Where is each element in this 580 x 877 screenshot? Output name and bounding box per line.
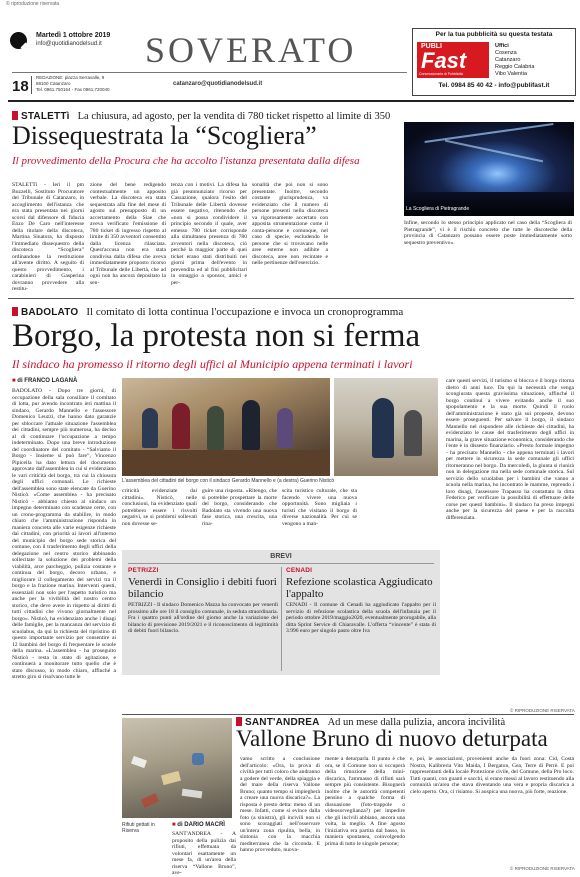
- story-subhead: Il sindaco ha promesso il ritorno degli uffici al Municipio appena terminati i lavori: [12, 357, 413, 371]
- photo-person: [242, 400, 260, 450]
- photo-caption: Rifiuti gettati in Riserva: [122, 822, 155, 834]
- brevi-divider: [281, 567, 282, 671]
- page-number: 18: [12, 78, 29, 95]
- section-email[interactable]: catanzaro@quotidianodelsud.it: [173, 81, 263, 87]
- brief-text: PETRIZZI - Il sindaco Domenico Mazza ha convocato per venerdì prossimo alle ore 18 il consiglio comunale, in seduta straordinaria. Fra i quattro punti all'ordine del giorno anche la variazione del bilancio di previsione 2019/2021 e il riconoscimento di legittimità di debiti fuori bilancio.: [128, 602, 278, 634]
- kicker-text: La chiusura, ad agosto, per la vendita di 780 ticket rispetto al limite di 350: [77, 111, 391, 122]
- brief-kicker: PETRIZZI: [128, 567, 159, 574]
- masthead-bottom-rule: [8, 100, 574, 102]
- byline-text: di DARIO MACRÌ: [177, 822, 225, 828]
- story-headline: Borgo, la protesta non si ferma: [12, 318, 421, 354]
- kicker-location: SANT'ANDREA: [245, 717, 320, 728]
- assembly-photo-left: [122, 378, 330, 476]
- photo-person: [277, 408, 293, 448]
- story-byline: [172, 822, 225, 828]
- photo-caption: La Scogliera di Pietragrande: [406, 206, 470, 212]
- story-subhead: Il provvedimento della Procura che ha accolto l'istanza presentata dalla difesa: [12, 155, 360, 167]
- story-column: vamo scritto a conclusione dell'articolo: «Ora, la prova di civiltà per tutti coloro che andranno a godere del verde, della spiaggia e del mare della riserva Vallone Bruno; quanto tempo si impiegherà a creare una nuova discarica?». La risposta è presto detta: meno di un mese. Infatti, come si evince dalla foto (a sinistra), gli incivili non si sono scoraggiati nell'osservare un'intera zona ripulita, bella, in sintonia con la macchia mediterranea che la circonda. E hanno provveduto, nuova-: [240, 756, 320, 853]
- photo-person: [372, 398, 394, 458]
- copyright-line: © RIPRODUZIONE RISERVATA: [510, 708, 575, 713]
- masthead-email[interactable]: info@quotidianodelsud.it: [36, 41, 102, 47]
- ad-brand-big: Fast: [421, 48, 467, 73]
- page-number-divider: [31, 76, 32, 94]
- byline-marker: ■: [12, 378, 16, 384]
- redazione-address: REDAZIONE: piazza Serravalle, 9: [36, 75, 105, 80]
- ad-brand-sub: Concessionaria di Pubblicità: [419, 72, 463, 76]
- story-column: BADOLATO - Dopo tre giorni, di occupazione della sala consiliare il comitato di lotta, pur avendo incontrato ieri mattina il sindaco, Gerardo Mannello e l'assessore Domenico Leuzzi, che hanno dato garanzie per sbloccare l'attuale situazione l'assemblea dei cittadini, sempre più numerosa, ha deciso al di continuare l'occupazione a tempo indeterminato. Dopo una breve introduzione del coordinatore del comitato - “Salviamo il Borgo - Insieme si può fare”, Vincenzo Pipicella ha dato lettura del documento approvato dall'assemblea in cui si evidenziano le vari criticità del borgo, tra cui la chiusura degli uffici comunali. Le richieste dell'assemblea sono state elencate da Guerino Nisticò. «Come assemblea - ha precisato Nisticò - abbiamo chiesto al sindaco un impegno determinato con scadenze certe, con un crono-programma da stabilire, in modo chiaro che l'amministrazione risponda in maniera concreta alle varie esigenze richieste dai cittadini, con priorità ai lavori all'interno del municipio del borgo sede storica del comune, con il trasferimento degli uffici della delegazione nel centro storico abbinando sollecitate la soluzione dei problemi della viabilità, arce parcheggio, pulizia costante e continua del borgo, decoro urbano, e migliorare il collegamento dei servizi tra il borgo e la frazione marina. Interventi questi, essenziali non solo per l'aspetto turistico ma anche per la vivibilità del nostro centro storico, che deve avere in rispetto ai diritti di tutti cittadini che vivono giornalmente nel borgo». Nisticò, ha evidenziato anche i disagi delle famiglie, per la mancanza del servizio di scuolabus, da qui la richiesta del ripristino di questo importante servizio per consentire ai 12 bambini del borgo di frequentare le scuole della marina. «L'assemblea - ha proseguito Nisticò - resta in stato di agitazione, e continuerà a monitorare tutto quello che è stato discusso, in modo chiaro, affinché a stretto giro si risolvano tutte le: [12, 388, 116, 680]
- copyright-line: © RIPRODUZIONE RISERVATA: [510, 866, 575, 871]
- story-column: mente a deturparla. Il punto è che ora, se il Comune non si occuperà della rimozione della mini-discarica, l'ammasso di rifiuti sarà sempre più consistente. Bisognerà inoltre che le autorità competenti pensino a qualche forma di dissuasione (foto-trappole o videosorveglianza?) per impedire che gli incivili abbiano, ancora una volta, la meglio. A fine agosto l'iniziativa era partita dal basso, in maniera spontanea, coinvolgendo prima di tutto le singole persone;: [325, 756, 405, 847]
- story-column: scita turistico culturale, che sta facendo vivere una nuova opportunità. Sono migliaia i turisti che visitano il borgo di diverse nazionalità. Per cui se vengono a man-: [282, 488, 357, 527]
- story-column: criticità evidenziate dai cittadini». Nisticò, nelle conclusioni, ha evidenziato quali potrebbero essere i risvolti negativi, se si problemi sollevati non dovesse se-: [122, 488, 197, 527]
- story-byline: [12, 378, 77, 384]
- section-rule: [8, 298, 574, 299]
- assembly-photo-right: [334, 378, 438, 476]
- kicker-text: Il comitato di lotta continua l'occupazione e invoca un cronoprogramma: [86, 306, 404, 318]
- story-column: Infine, secondo lo stesso principio applicato nel caso della “Scogliera di Pietragrande”, vi è il rischio concreto che tutte le discoteche della provincia di Catanzaro possano essere poste immediatamente sotto sequestro preventivo».: [404, 220, 572, 246]
- brevi-title: BREVI: [270, 553, 292, 560]
- story-column: zione del bene redigendo contestualmente un apposito verbale. La discoteca era stata sequestrata alla fine del mese di agosto sul presupposto di un accertamento della Siae che aveva verificato l'emissione di 780 ticket di ingresso rispetto al limite di 350 avventori consentito dalla licenza rilasciata. Quest'accusa non era stata condivisa dalla difesa che aveva immediatamente proposto ricorso al Tribunale delle Libertà, che ad ogni non ha ancora depositato la sen-: [90, 182, 166, 286]
- ad-contacts: Tel. 0984 85 40 42 - info@publifast.it: [438, 82, 550, 89]
- kicker-location: BADOLATO: [21, 307, 79, 318]
- photo-person: [142, 408, 158, 448]
- ad-brand-small: PUBLI: [421, 43, 442, 50]
- q-logo-notch: [21, 43, 31, 53]
- story-column: guire una risposta. «Ritengo, che si potrebbe prospettare la morte del borgo, considerando che Badolato sta vivendo una nuova fase storica, una crescita, una rina-: [202, 488, 277, 527]
- byline-text: di FRANCO LAGANÀ: [17, 378, 78, 384]
- photo-person: [207, 406, 224, 450]
- kicker-marker: [236, 717, 242, 726]
- photo-litter: [161, 771, 181, 785]
- brief-headline: Venerdì in Consiglio i debiti fuori bilancio: [128, 576, 277, 600]
- brief-kicker: CENADI: [286, 567, 313, 574]
- ad-office: Cosenza: [495, 50, 517, 56]
- ad-top-text: Per la tua pubblicità su questa testata: [435, 31, 553, 38]
- story-column: SANT'ANDREA - A proposito della pulizia dai rifiuti, effettuata da volontari esattamente un mese fa, di un'area della riserva “Vallone Bruno”, ave-: [172, 831, 236, 876]
- photo-person: [404, 410, 422, 456]
- byline-marker: ■: [172, 822, 176, 828]
- ad-box[interactable]: [412, 28, 576, 96]
- story-column: sonalità che poi non si sono presentate. Inoltre, secondo costante giurisprudenza, va evidenziato che il numero di persone presenti nella discoteca va rigorosamente accertato con apposita strumentazione come il conta-persone e comunque, nel caso di specie, escludendo le persone che si trovavano nelle aree esterne non adibite a discoteca, aree non recintate e nelle pertinenze dell'esercizio.: [252, 182, 328, 266]
- ad-office: Reggio Calabria: [495, 64, 535, 70]
- story-column: tenza con i motivi. La difesa ha già preannunziato ricorso per Cassazione, qualora l'esito del Tribunale delle Libertà dovesse essere negativo, ritenendo che «non si possa condividere il principio secondo il quale, aver emesso 780 ticket corrisponde alla simultanea presenza di 780 avventori nella discoteca, ciò perché la maggior parte di quei ticket erano stati distribuiti nei giorni prima dell'evento in prevendita ed al fini pubblicitari in omaggio a sponsor, amici e per-: [171, 182, 247, 286]
- brief-text: CENADI - Il comune di Cenadi ha aggiudicato l'appalto per il servizio di refezione scolastica della scuola dell'infanzia per il periodo ottobre 2019/maggio2020, eventualmente prorogabile, alla ditta Sprint Service di Chiaravalle. L'offerta “vincente” è stata di 3.996 euro per singolo pasto oltre Iva: [286, 602, 436, 634]
- photo-crowd: [404, 192, 574, 216]
- garbage-photo: [122, 718, 232, 818]
- masthead-divider: [12, 72, 407, 73]
- story-column: e, poi, le associazioni, provenienti anche da fuori zona: Cid, Costa Nostra, Kalibreria Vito Maida, I Bergaton, Gea, Terre di Perrè. E poi rappresentanti della locale Protezione civile, del Comune, della Pro loco. Tutti quanti, con guanti e sacchi, si erano messi al lavoro restituendo alla comunità un'area che stava diventando una vera e propria discarica a cielo aperto. Ora, ci risiamo. Si auspica una nuova, più forte, reazione.: [410, 756, 574, 795]
- story-column: care questi servizi, il turismo si blocca e il borgo ritorna dietro di anni luce. Da qui la necessità che venga scongiurata questa gravissima situazione, affinché il borgo continui a vivere evitando anche il suo spopolamento e la sua morte. Quindi il ruolo dell'amministrazione è stato già sui propeste, devono essere proseguenti. Per salvare il borgo, il sindaco Mannello nel rispondere alle richieste dei cittadini, ha evidenziato le cause del trasferimento degli uffici in marina, la grave situazione economica, considerando che l'ente è in dissesto finanziario. «Presto formale impegno - ha precisato Mannello - che appena terminati i lavori per mettere in sicurezza la sede comunale gli uffici ritorneranno nel borgo. Da mercoledì, la giunta si riunirà non in delegazione ma nella sede comunale storica. Sul servizio dello scuolabus per i bambini che vanno a scuola nella marina, ho incontrato le mamme, reprendo i loro disagi, l'assessore Trapasso ha contattato la ditta Federico per verificare la possibilità di effettuare delle corse per questi bambini». Il sindaco ha preso impegni anche per la sicurezza del paese e per la raccolta differenziata.: [446, 378, 574, 521]
- kicker-location: STALETTì: [21, 111, 70, 122]
- ad-office: Vibo Valentia: [495, 71, 527, 77]
- story-headline: Vallone Bruno di nuovo deturpata: [236, 726, 548, 751]
- kicker-marker: [12, 111, 18, 120]
- ad-office: Catanzaro: [495, 57, 521, 63]
- photo-litter: [131, 756, 147, 768]
- photo-light-beam: [445, 140, 543, 163]
- redazione-phone: Tel. 0961.750164 - Fax 0961.720040: [36, 87, 110, 92]
- photo-litter: [192, 753, 204, 765]
- copyright-notice: © riproduzione riservata: [6, 1, 60, 7]
- brevi-title-rule: [128, 563, 434, 564]
- masthead-date: Martedì 1 ottobre 2019: [36, 32, 111, 39]
- section-title: SOVERATO: [145, 30, 357, 70]
- photo-litter: [141, 793, 159, 808]
- photo-caption: L'assemblea del cittadini del borgo con il sindaco Gerardo Mannello e (a destra) Guerino Nisticò: [122, 478, 335, 484]
- scogliera-photo: [404, 122, 574, 216]
- photo-light-beam: [424, 123, 553, 143]
- redazione-city: 88100 Catanzaro: [36, 81, 71, 86]
- photo-person: [172, 403, 190, 449]
- kicker-text: Ad un mese dalla pulizia, ancora incivilità: [327, 717, 506, 728]
- ad-office-header: Uffici: [495, 43, 509, 49]
- photo-table: [122, 450, 330, 476]
- brevi-box: [122, 550, 440, 675]
- story-column: STALETTì - Ieri il pm Buzzelli, Sostituto Procuratore del Tribunale di Catanzaro, in accoglimento dell'istanza che era stata presentata nei giorni scorsi dal difensore di fiducia Enzo De Caro nell'interesse della titolare della discoteca, Martina Sinatora, ha disposto l'immediato dissequestro della discoteca “Scogliera” ordinandone la restituzione all'avente diritto. A seguito di questo provvedimento, i carabinieri di Gasperina dovranno provvedere alla restitu-: [12, 182, 84, 292]
- story-headline: Dissequestrata la “Scogliera”: [12, 121, 317, 150]
- brief-headline: Refezione scolastica Aggiudicato l'appalto: [286, 576, 433, 600]
- kicker-marker: [12, 307, 18, 316]
- ad-logo: [417, 42, 489, 78]
- photo-litter: [182, 789, 203, 799]
